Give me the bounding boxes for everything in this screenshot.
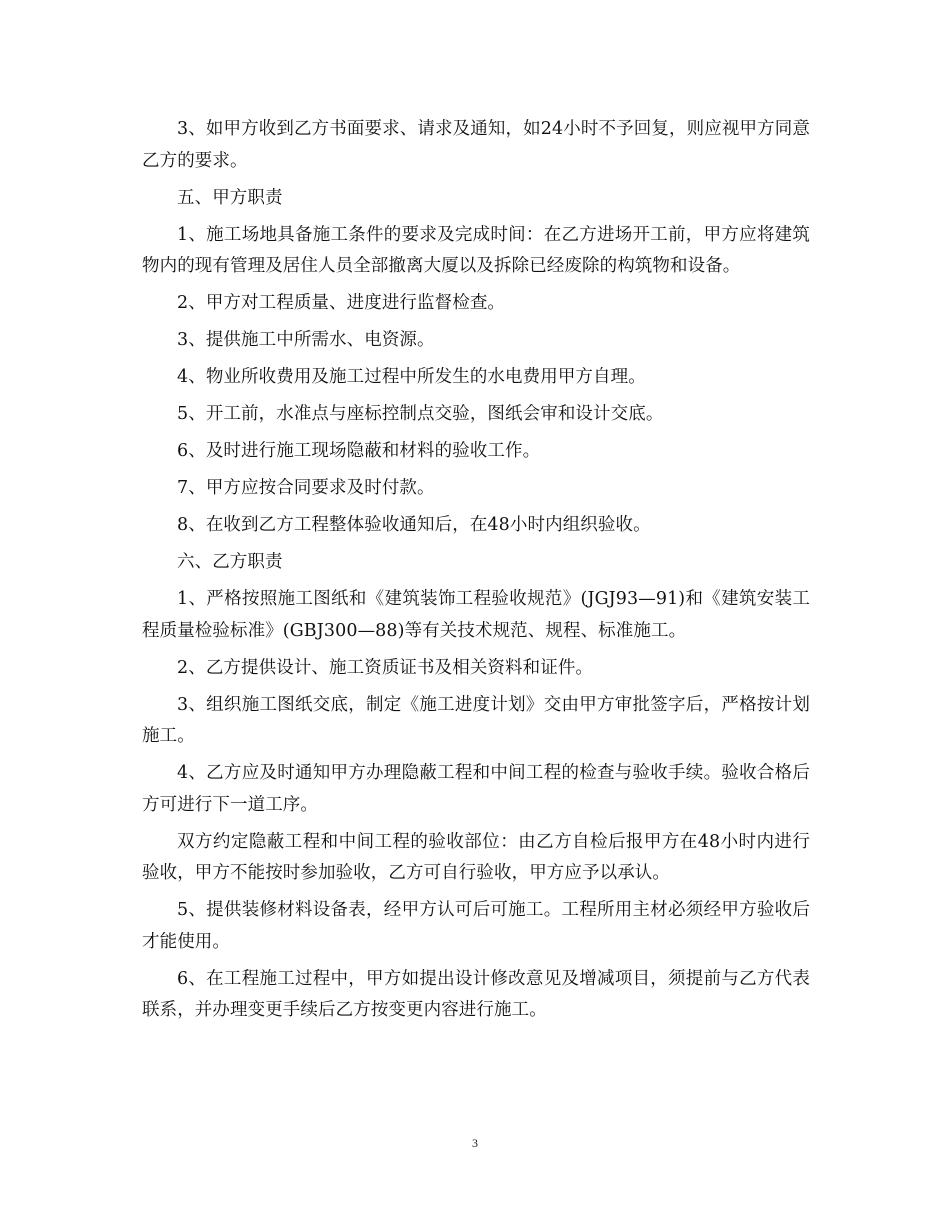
document-body <box>142 114 810 1032</box>
paragraph-b-1: 1、严格按照施工图纸和《建筑装饰工程验收规范》(JGJ93—91)和《建筑安装工程质量检验标准》(GBJ300—88)等有关技术规范、规程、标准施工。 <box>142 589 810 641</box>
paragraph-a-2: 2、甲方对工程质量、进度进行监督检查。 <box>177 293 506 313</box>
paragraph-a-3: 3、提供施工中所需水、电资源。 <box>177 330 435 350</box>
paragraph-b-4-note: 双方约定隐蔽工程和中间工程的验收部位：由乙方自检后报甲方在48小时内进行验收，甲方不能按时参加验收，乙方可自行验收，甲方应予以承认。 <box>142 831 810 883</box>
paragraph-b-6: 6、在工程施工过程中，甲方如提出设计修改意见及增减项目，须提前与乙方代表联系，并办理变更手续后乙方按变更内容进行施工。 <box>142 968 810 1020</box>
section-heading-party-b-duties: 六、乙方职责 <box>177 552 283 572</box>
paragraph-clause-3-reply: 3、如甲方收到乙方书面要求、请求及通知，如24小时不予回复，则应视甲方同意乙方的要求。 <box>142 119 810 171</box>
paragraph-b-5: 5、提供装修材料设备表，经甲方认可后可施工。工程所用主材必须经甲方验收后才能使用。 <box>142 900 810 952</box>
section-heading-party-a-duties: 五、甲方职责 <box>177 187 283 208</box>
page-number: 3 <box>472 1136 478 1150</box>
paragraph-a-1: 1、施工场地具备施工条件的要求及完成时间：在乙方进场开工前，甲方应将建筑物内的现有管理及居住人员全部撤离大厦以及拆除已经废除的构筑物和设备。 <box>142 224 810 276</box>
paragraph-a-7: 7、甲方应按合同要求及时付款。 <box>177 478 435 498</box>
paragraph-a-8: 8、在收到乙方工程整体验收通知后，在48小时内组织验收。 <box>177 515 651 535</box>
paragraph-b-3: 3、组织施工图纸交底，制定《施工进度计划》交由甲方审批签字后，严格按计划施工。 <box>142 694 810 746</box>
paragraph-a-6: 6、及时进行施工现场隐蔽和材料的验收工作。 <box>177 441 541 461</box>
paragraph-a-4: 4、物业所收费用及施工过程中所发生的水电费用甲方自理。 <box>177 367 646 387</box>
paragraph-b-2: 2、乙方提供设计、施工资质证书及相关资料和证件。 <box>177 657 594 678</box>
paragraph-a-5: 5、开工前，水准点与座标控制点交验，图纸会审和设计交底。 <box>177 404 664 424</box>
paragraph-b-4: 4、乙方应及时通知甲方办理隐蔽工程和中间工程的检查与验收手续。验收合格后方可进行下一道工序。 <box>142 763 810 815</box>
